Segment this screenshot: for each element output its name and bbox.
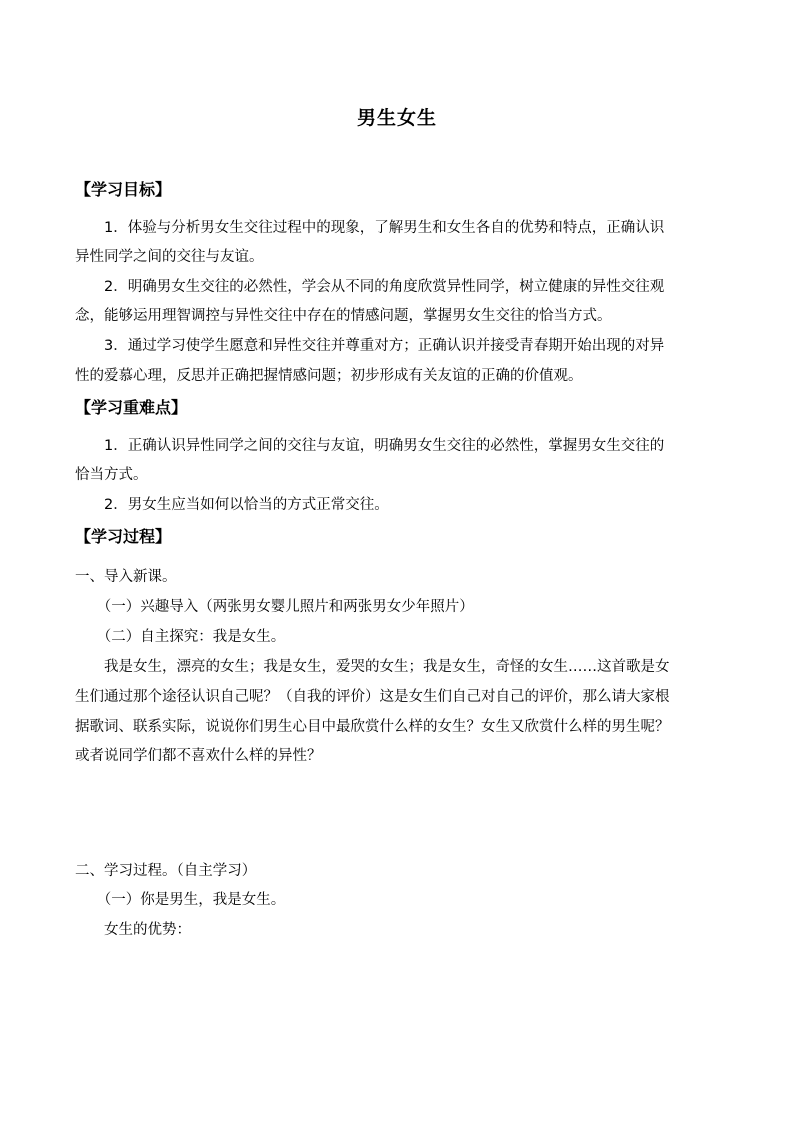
document-title: 男生女生: [356, 107, 437, 129]
process-part2-item: 女生的优势：: [75, 922, 191, 938]
objectives-line: 1．体验与分析男女生交往过程中的现象，了解男生和女生各自的优势和特点，正确认识: [75, 220, 665, 236]
process-part1-paragraph-line: 生们通过那个途径认识自己呢？（自我的评价）这是女生们自己对自己的评价，那么请大家根: [75, 689, 670, 705]
process-part2-title: 二、学习过程。（自主学习）: [75, 863, 257, 879]
process-part1-paragraph-line: 或者说同学们都不喜欢什么样的异性？: [75, 748, 322, 764]
process-part1-title: 一、导入新课。: [75, 569, 177, 585]
key-points-line: 1．正确认识异性同学之间的交往与友谊，明确男女生交往的必然性，掌握男女生交往的: [75, 438, 665, 454]
objectives-line: 2．明确男女生交往的必然性，学会从不同的角度欣赏异性同学，树立健康的异性交往观: [75, 279, 665, 295]
process-part2-item: （一）你是男生，我是女生。: [75, 892, 286, 908]
objectives-line: 念，能够运用理智调控与异性交往中存在的情感问题，掌握男女生交往的恰当方式。: [75, 308, 612, 324]
process-part1-paragraph-line: 据歌词、联系实际，说说你们男生心目中最欣赏什么样的女生？女生又欣赏什么样的男生呢？: [75, 719, 670, 735]
key-points-line: 2．男女生应当如何以恰当的方式正常交往。: [75, 497, 389, 513]
objectives-line: 3．通过学习使学生愿意和异性交往并尊重对方；正确认识并接受青春期开始出现的对异: [75, 338, 665, 354]
objectives-heading: 【学习目标】: [75, 180, 172, 199]
process-heading: 【学习过程】: [75, 527, 172, 546]
key-points-heading: 【学习重难点】: [75, 398, 188, 417]
key-points-line: 恰当方式。: [75, 467, 148, 483]
objectives-line: 异性同学之间的交往与友谊。: [75, 249, 264, 265]
process-part1-item: （一）兴趣导入（两张男女婴儿照片和两张男女少年照片）: [75, 599, 474, 615]
process-part1-paragraph-line: 我是女生，漂亮的女生；我是女生，爱哭的女生；我是女生，奇怪的女生……这首歌是女: [75, 659, 670, 675]
objectives-line: 性的爱慕心理，反思并正确把握情感问题；初步形成有关友谊的正确的价值观。: [75, 368, 583, 384]
process-part1-item: （二）自主探究：我是女生。: [75, 629, 286, 645]
